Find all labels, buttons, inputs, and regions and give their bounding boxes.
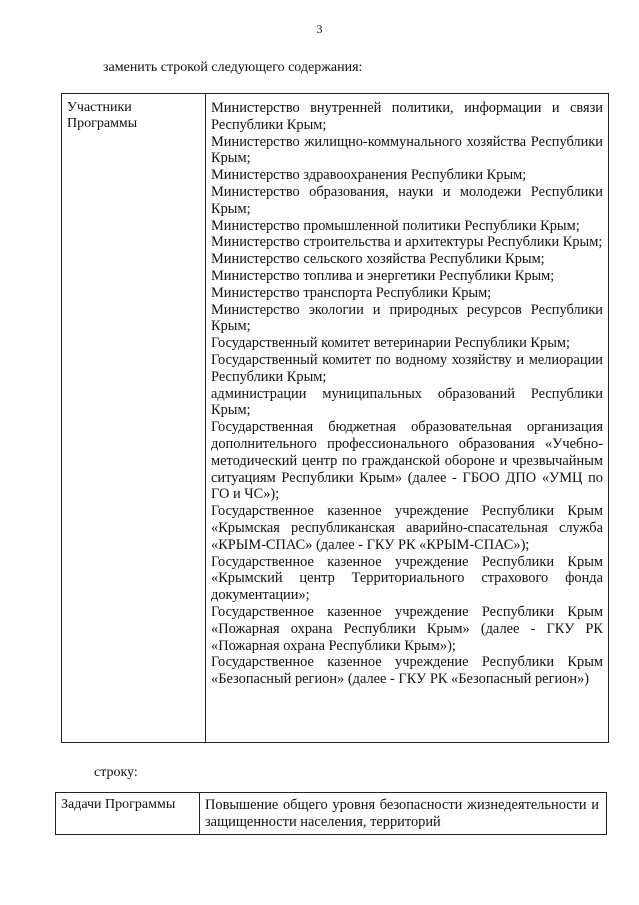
participant-entry: Министерство образования, науки и молодежи Республики Крым; [211, 183, 603, 217]
tasks-text: Повышение общего уровня безопасности жизнедеятельности и защищенности населения, территорий [205, 797, 599, 830]
participant-entry: Министерство внутренней политики, информации и связи Республики Крым; [211, 100, 603, 133]
participants-list [211, 100, 603, 688]
participant-entry: Министерство промышленной политики Республики Крым; [211, 217, 580, 234]
participant-entry: Министерство здравоохранения Республики Крым; [211, 167, 527, 184]
participant-entry: Государственное казенное учреждение Республики Крым «Крымский центр Территориального страхового фонда документации»; [211, 553, 603, 604]
participant-entry: Министерство строительства и архитектуры Республики Крым; [211, 234, 603, 251]
participants-label: Участники Программы [67, 100, 138, 131]
participant-entry: Государственное казенное учреждение Республики Крым «Крымская республиканская аварийно-спасательная служба «КРЫМ-СПАС» (далее - ГКУ РК «КРЫМ-СПАС»); [211, 503, 603, 553]
intro-text: заменить строкой следующего содержания: [103, 60, 363, 75]
column-divider [199, 793, 200, 834]
participant-entry: Государственный комитет по водному хозяйству и мелиорации Республики Крым; [211, 351, 603, 385]
participant-entry: Министерство транспорта Республики Крым; [211, 284, 492, 301]
tail-text: строку: [94, 765, 138, 780]
participant-entry: Министерство жилищно-коммунального хозяйства Республики Крым; [211, 133, 603, 167]
participant-entry: Государственная бюджетная образовательная организация дополнительного профессионального образования «Учебно-методический центр по гражданской обороне и чрезвычайным ситуациям Республики Крым» (далее - ГБОО ДПО «УМЦ по ГО и ЧС»); [211, 419, 603, 503]
participant-entry: администрации муниципальных образований Республики Крым; [211, 385, 603, 419]
participant-entry: Государственный комитет ветеринарии Республики Крым; [211, 335, 571, 352]
participant-entry: Государственное казенное учреждение Республики Крым «Безопасный регион» (далее - ГКУ РК «Безопасный регион») [211, 654, 603, 688]
participants-table [61, 93, 609, 743]
participant-entry: Министерство экологии и природных ресурсов Республики Крым; [211, 301, 603, 335]
column-divider [205, 94, 206, 742]
participant-entry: Министерство сельского хозяйства Республики Крым; [211, 251, 545, 268]
page-number: 3 [316, 22, 323, 36]
participant-entry: Государственное казенное учреждение Республики Крым «Пожарная охрана Республики Крым» (далее - ГКУ РК «Пожарная охрана Республики Крым»); [211, 603, 603, 654]
participant-entry: Министерство топлива и энергетики Республики Крым; [211, 267, 555, 284]
tasks-table [55, 792, 607, 835]
tasks-label: Задачи Программы [61, 797, 176, 812]
